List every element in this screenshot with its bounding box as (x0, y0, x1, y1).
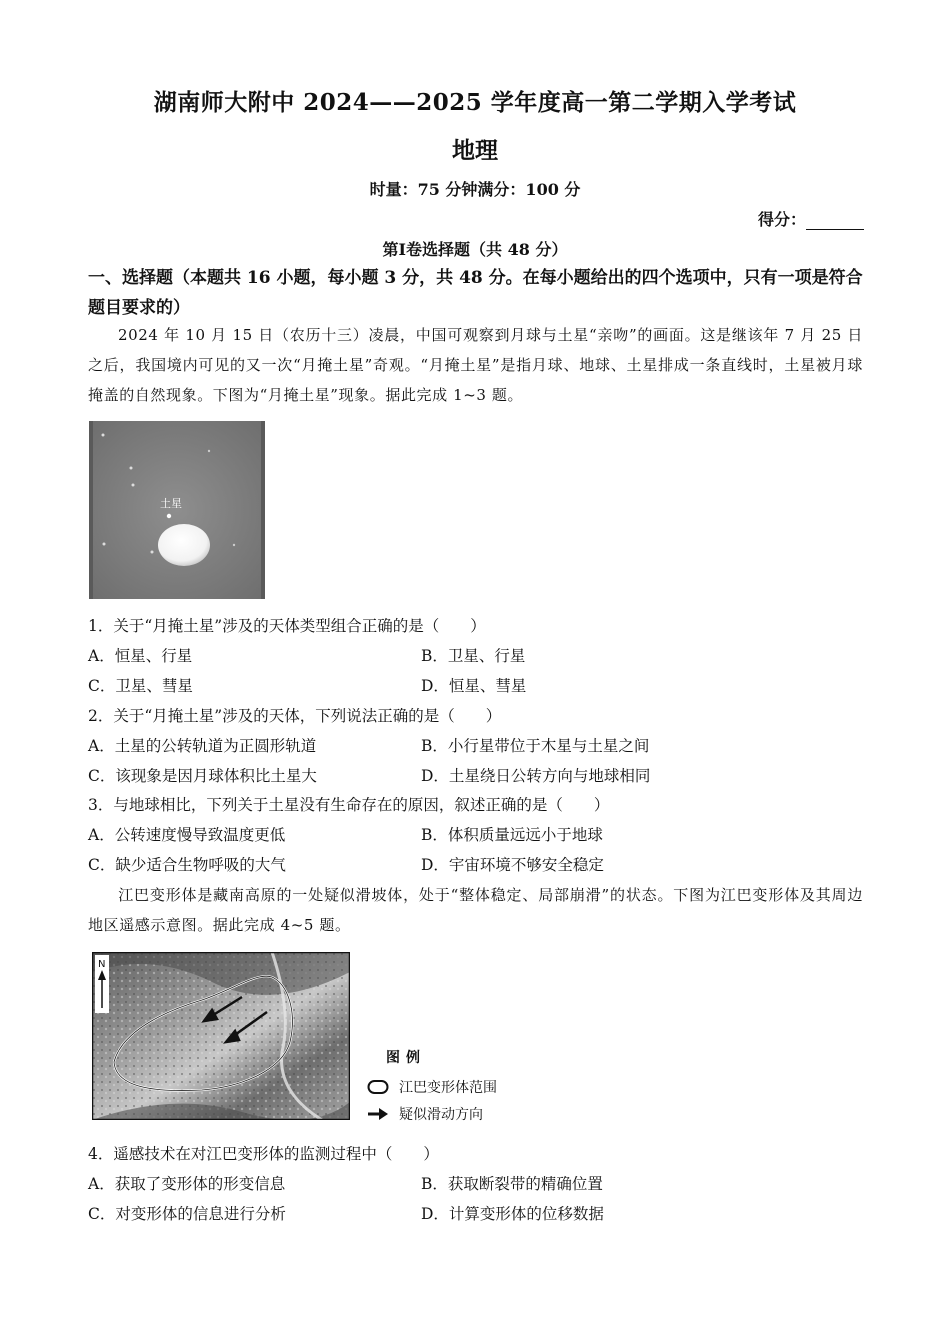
legend-item-direction (367, 1104, 483, 1124)
north-label: N (98, 959, 106, 970)
question-2-option-c[interactable]: C．该现象是因月球体积比土星大 (88, 767, 317, 785)
score-blank (806, 213, 864, 230)
arrow-legend-icon (367, 1107, 389, 1121)
question-2-option-b[interactable]: B．小行星带位于木星与土星之间 (421, 737, 650, 755)
question-4-option-c[interactable]: C．对变形体的信息进行分析 (88, 1205, 286, 1223)
question-1-option-c[interactable]: C．卫星、彗星 (88, 677, 193, 695)
remote-sensing-map (92, 952, 350, 1120)
score-field (758, 207, 864, 230)
question-3: 3．与地球相比，下列关于土星没有生命存在的原因，叙述正确的是（ ） (88, 796, 610, 814)
remote-sensing-figure (92, 952, 350, 1120)
question-4-option-d[interactable]: D．计算变形体的位移数据 (421, 1205, 604, 1223)
question-1: 1．关于“月掩土星”涉及的天体类型组合正确的是（ ） (88, 617, 486, 635)
question-3-option-c[interactable]: C．缺少适合生物呼吸的大气 (88, 856, 286, 874)
passage-1 (88, 320, 863, 410)
question-4-option-b[interactable]: B．获取断裂带的精确位置 (421, 1175, 603, 1193)
question-1-option-a[interactable]: A．恒星、行星 (88, 647, 193, 665)
section-title: 第Ⅰ卷选择题（共 48 分） (382, 240, 568, 259)
question-3-option-a[interactable]: A．公转速度慢导致温度更低 (88, 826, 286, 844)
saturn-label: 土星 (160, 497, 182, 510)
question-4-option-a[interactable]: A．获取了变形体的形变信息 (88, 1175, 286, 1193)
boundary-legend-icon (367, 1079, 389, 1095)
passage-1-text: 2024 年 10 月 15 日（农历十三）凌晨，中国可观察到月球与土星“亲吻”的画面。这是继该年 7 月 25 日之后，我国境内可见的又一次“月掩土星”奇观。“月掩土星”是指月球、地球、土星排成一条直线时，土星被月球掩盖的自然现象。下图为“月掩土星”现象。据此完成 1~3 题。 (88, 326, 863, 404)
exam-title: 湖南师大附中 2024——2025 学年度高一第二学期入学考试 (153, 89, 797, 116)
legend-direction-label: 疑似滑动方向 (399, 1107, 483, 1123)
moon-disk (158, 524, 210, 566)
question-2: 2．关于“月掩土星”涉及的天体，下列说法正确的是（ ） (88, 707, 502, 725)
passage-2-text: 江巴变形体是藏南高原的一处疑似滑坡体，处于“整体稳定、局部崩滑”的状态。下图为江巴变形体及其周边地区遥感示意图。据此完成 4~5 题。 (88, 886, 863, 934)
question-3-option-d[interactable]: D．宇宙环境不够安全稳定 (421, 856, 604, 874)
moon-saturn-figure (89, 421, 265, 599)
question-1-option-b[interactable]: B．卫星、行星 (421, 647, 526, 665)
subject-title: 地理 (452, 137, 498, 164)
section-instruction: 一、选择题（本题共 16 小题，每小题 3 分，共 48 分。在每小题给出的四个选项中，只有一项是符合题目要求的） (88, 268, 863, 318)
question-2-option-d[interactable]: D．土星绕日公转方向与地球相同 (421, 767, 651, 785)
question-2-option-a[interactable]: A．土星的公转轨道为正圆形轨道 (88, 737, 317, 755)
legend-title: 图例 (386, 1050, 426, 1066)
legend-item-boundary (367, 1077, 497, 1097)
legend-boundary-label: 江巴变形体范围 (399, 1080, 497, 1096)
question-1-option-d[interactable]: D．恒星、彗星 (421, 677, 527, 695)
passage-2 (88, 880, 863, 940)
score-label: 得分： (757, 210, 806, 229)
question-3-option-b[interactable]: B．体积质量远远小于地球 (421, 826, 603, 844)
question-4: 4．遥感技术在对江巴变形体的监测过程中（ ） (88, 1145, 439, 1163)
moon-saturn-photo (89, 421, 265, 599)
exam-meta: 时量：75 分钟满分：100 分 (369, 180, 581, 199)
